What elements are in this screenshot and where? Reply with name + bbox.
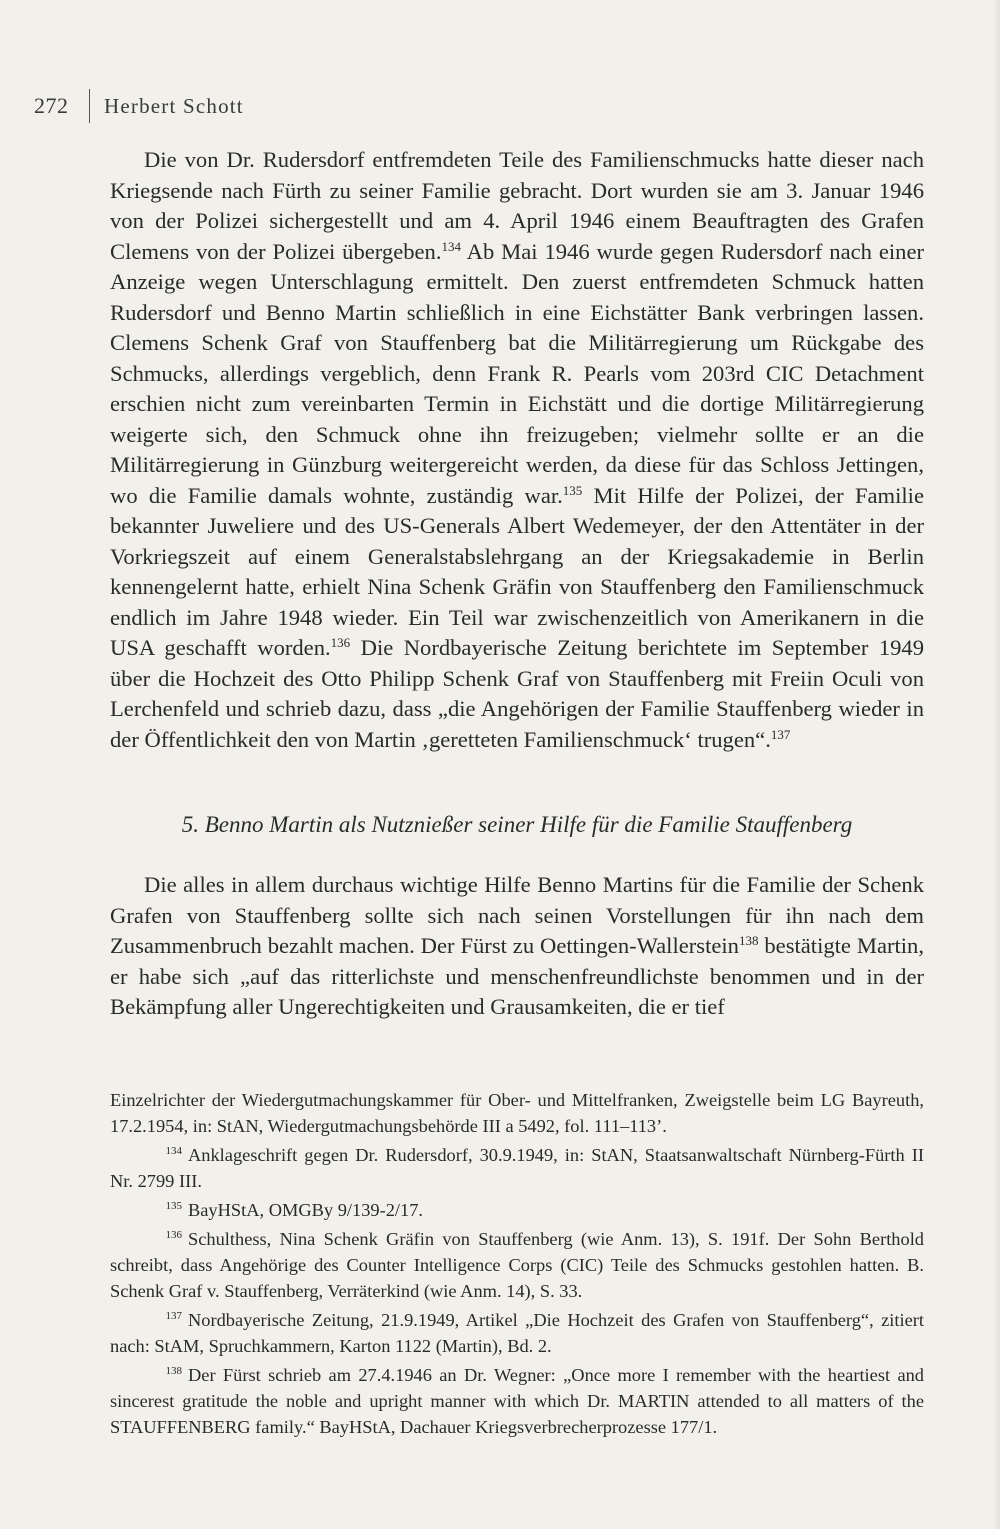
text-run: Die von Dr. Rudersdorf entfremdeten Teile des Familienschmucks hatte dieser nach Kriegsende nach Fürth zu seiner Familie gebracht. Dort wurden sie am 3. Januar 1946 von der Polizei sichergestellt und am 4. April 1946 einem Beauftragten des Grafen Clemens von der Polizei übergeben. bbox=[110, 147, 924, 264]
text-run: Mit Hilfe der Polizei, der Familie bekannter Juweliere und des US-Generals Albert Wedemeyer, der den Attentäter in der Vorkriegszeit auf einem Generalstabslehrgang an der Kriegsakademie in Berlin kennengelernt hatte, erhielt Nina Schenk Gräfin von Stauffenberg den Familienschmuck endlich im Jahre 1948 wieder. Ein Teil war zwischenzeitlich von Amerikanern in die USA geschafft worden. bbox=[110, 482, 924, 660]
running-author: Herbert Schott bbox=[104, 93, 244, 118]
footnote-text: Anklageschrift gegen Dr. Rudersdorf, 30.9.1949, in: StAN, Staatsanwaltschaft Nürnberg-Fürth II Nr. 2799 III. bbox=[110, 1145, 924, 1191]
footnote-ref-137[interactable]: 137 bbox=[770, 726, 791, 742]
running-header bbox=[34, 86, 244, 126]
footnote-137: 137 Nordbayerische Zeitung, 21.9.1949, Artikel „Die Hochzeit des Grafen von Stauffenberg“, zitiert nach: StAM, Spruchkammern, Karton 1122 (Martin), Bd. 2. bbox=[110, 1310, 924, 1356]
footnote-text: Schulthess, Nina Schenk Gräfin von Stauffenberg (wie Anm. 13), S. 191f. Der Sohn Berthold schreibt, dass Angehörige des Counter Intelligence Corps (CIC) Teile des Schmucks gestohlen hatten. B. Schenk Graf v. Stauffenberg, Verräterkind (wie Anm. 14), S. 33. bbox=[110, 1229, 924, 1301]
page-edge-shadow bbox=[992, 0, 1000, 1529]
header-divider bbox=[89, 89, 91, 123]
text-run: Die alles in allem durchaus wichtige Hilfe Benno Martins für die Familie der Schenk Grafen von Stauffenberg sollte sich nach seinen Vorstellungen für ihn nach dem Zusammenbruch bezahlt machen. Der Fürst zu Oettingen-Wallerstein bbox=[110, 872, 924, 958]
footnote-ref-136[interactable]: 136 bbox=[330, 635, 351, 650]
paragraph-jewelry bbox=[110, 145, 924, 755]
text-run: Ab Mai 1946 wurde gegen Rudersdorf nach einer Anzeige wegen Unterschlagung ermittelt. Den zuerst entfremdeten Schmuck hatten Rudersdorf und Benno Martin schließlich in eine Eichstätter Bank verbringen lassen. Clemens Schenk Graf von Stauffenberg bat die Militärregierung um Rückgabe des Schmucks, allerdings vergeblich, denn Frank R. Pearls vom 203rd CIC Detachment erschien nicht zum vereinbarten Termin in Eichstätt und die dortige Militärregierung weigerte sich, den Schmuck ohne ihn freizugeben; vielmehr sollte er an die Militärregierung in Günzburg weitergereicht werden, da diese für das Schloss Jettingen, wo die Familie damals wohnte, zuständig war. bbox=[110, 238, 925, 508]
footnote-text: Nordbayerische Zeitung, 21.9.1949, Artikel „Die Hochzeit des Grafen von Stauffenberg“, zitiert nach: StAM, Spruchkammern, Karton 1122 (Martin), Bd. 2. bbox=[110, 1310, 924, 1356]
text-run: bestätigte Martin, er habe sich „auf das ritterlichste und menschenfreundlichste benommen und in der Bekämpfung aller Ungerechtigkeiten und Grausamkeiten, die er tief bbox=[110, 933, 924, 1019]
paragraph-beneficiary bbox=[110, 870, 924, 1023]
footnote-ref-135[interactable]: 135 bbox=[562, 482, 583, 498]
main-text-1 bbox=[110, 145, 924, 755]
footnote-134: 134 Anklageschrift gegen Dr. Rudersdorf, 30.9.1949, in: StAN, Staatsanwaltschaft Nürnberg-Fürth II Nr. 2799 III. bbox=[110, 1145, 924, 1191]
footnote-135: 135 BayHStA, OMGBy 9/139-2/17. bbox=[165, 1200, 424, 1220]
footnote-text: Der Fürst schrieb am 27.4.1946 an Dr. Wegner: „Once more I remember with the heartiest and sincerest gratitude the noble and upright manner with which Dr. MARTIN attended to all matters of the STAUFFENBERG family.“ BayHStA, Dachauer Kriegsverbrecherprozesse 177/1. bbox=[110, 1365, 924, 1437]
footnote-136: 136 Schulthess, Nina Schenk Gräfin von Stauffenberg (wie Anm. 13), S. 191f. Der Sohn Berthold schreibt, dass Angehörige des Counter Intelligence Corps (CIC) Teile des Schmucks gestohlen hatten. B. Schenk Graf v. Stauffenberg, Verräterkind (wie Anm. 14), S. 33. bbox=[110, 1229, 924, 1301]
footnote-ref-138[interactable]: 138 bbox=[738, 933, 759, 948]
footnote-continuation: Einzelrichter der Wiedergutmachungskammer für Ober- und Mittelfranken, Zweigstelle beim LG Bayreuth, 17.2.1954, in: StAN, Wiedergutmachungsbehörde III a 5492, fol. 111–113’. bbox=[110, 1090, 924, 1136]
footnotes bbox=[110, 1087, 924, 1443]
section-heading: 5. Benno Martin als Nutznießer seiner Hilfe für die Familie Stauffenberg bbox=[181, 812, 853, 837]
footnote-138: 138 Der Fürst schrieb am 27.4.1946 an Dr. Wegner: „Once more I remember with the heartiest and sincerest gratitude the noble and upright manner with which Dr. MARTIN attended to all matters of the STAUFFENBERG family.“ BayHStA, Dachauer Kriegsverbrecherprozesse 177/1. bbox=[110, 1365, 924, 1437]
main-text-2 bbox=[110, 870, 924, 1023]
footnote-text: BayHStA, OMGBy 9/139-2/17. bbox=[188, 1200, 424, 1220]
text-run: Die Nordbayerische Zeitung berichtete im September 1949 über die Hochzeit des Otto Philipp Schenk Graf von Stauffenberg mit Freiin Oculi von Lerchenfeld und schrieb dazu, dass „die Angehörigen der Familie Stauffenberg wieder in der Öffentlichkeit den von Martin ‚geretteten Familienschmuck‘ trugen“. bbox=[110, 635, 925, 752]
footnote-ref-134[interactable]: 134 bbox=[441, 238, 461, 254]
page-number: 272 bbox=[34, 93, 69, 118]
